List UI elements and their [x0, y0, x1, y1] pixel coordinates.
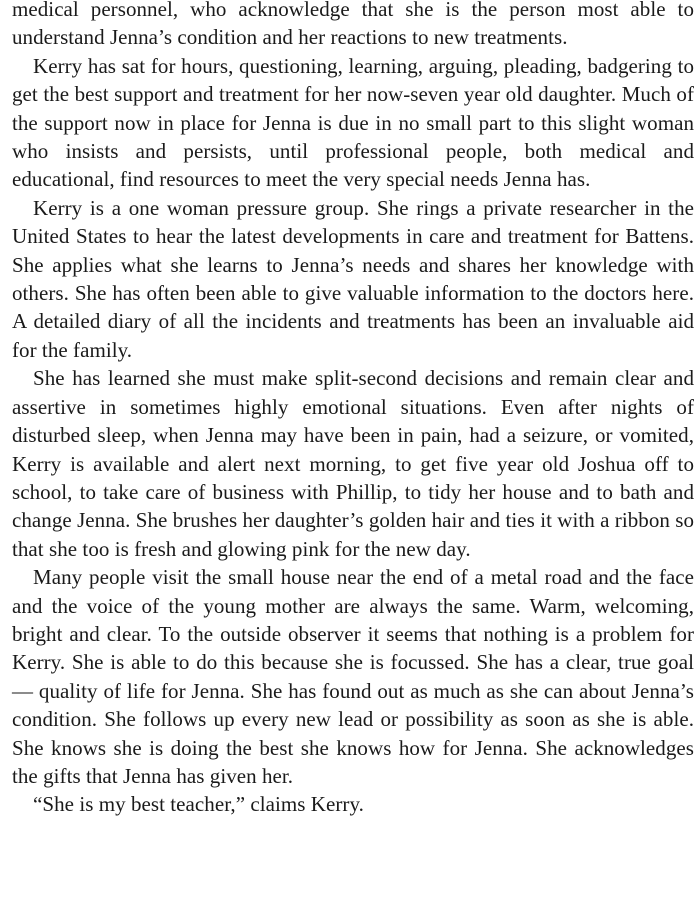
paragraph-6: “She is my best teacher,” claims Kerry. [33, 792, 364, 817]
paragraph-4: She has learned she must make split-second decisions and remain clear and assertive in sometimes highly emotional situations. Even after nights of disturbed sleep, when Jenna may have been in pain, had a seizure, or vomited, Kerry is available and alert next morning, to get five year old Joshua off to school, to take care of business with Phillip, to tidy her house and to bath and change Jenna. She brushes her daughter’s golden hair and ties it with a ribbon so that she too is fresh and glowing pink for the new day. [12, 366, 694, 561]
paragraph-3: Kerry is a one woman pressure group. She rings a private researcher in the United States to hear the latest developments in care and treatment for Battens. She applies what she learns to Jenna’s needs and shares her knowledge with others. She has often been able to give valuable information to the doctors here. A detailed diary of all the incidents and treatments has been an invaluable aid for the family. [12, 195, 694, 362]
document-page [12, 0, 694, 819]
paragraph-2: Kerry has sat for hours, questioning, learning, arguing, pleading, badgering to get the best support and treatment for her now-seven year old daughter. Much of the support now in place for Jenna is due in no small part to this slight woman who insists and persists, until professional people, both medical and educational, find resources to meet the very special needs Jenna has. [12, 53, 694, 192]
paragraph-1: medical personnel, who acknowledge that she is the person most able to understand Jenna’s condition and her reactions to new treatments. [12, 0, 694, 50]
paragraph-5: Many people visit the small house near the end of a metal road and the face and the voice of the young mother are always the same. Warm, welcoming, bright and clear. To the outside observer it seems that nothing is a problem for Kerry. She is able to do this because she is focussed. She has a clear, true goal — quality of life for Jenna. She has found out as much as she can about Jenna’s condition. She follows up every new lead or possibility as soon as she is able. She knows she is doing the best she knows how for Jenna. She acknowledges the gifts that Jenna has given her. [12, 565, 694, 788]
